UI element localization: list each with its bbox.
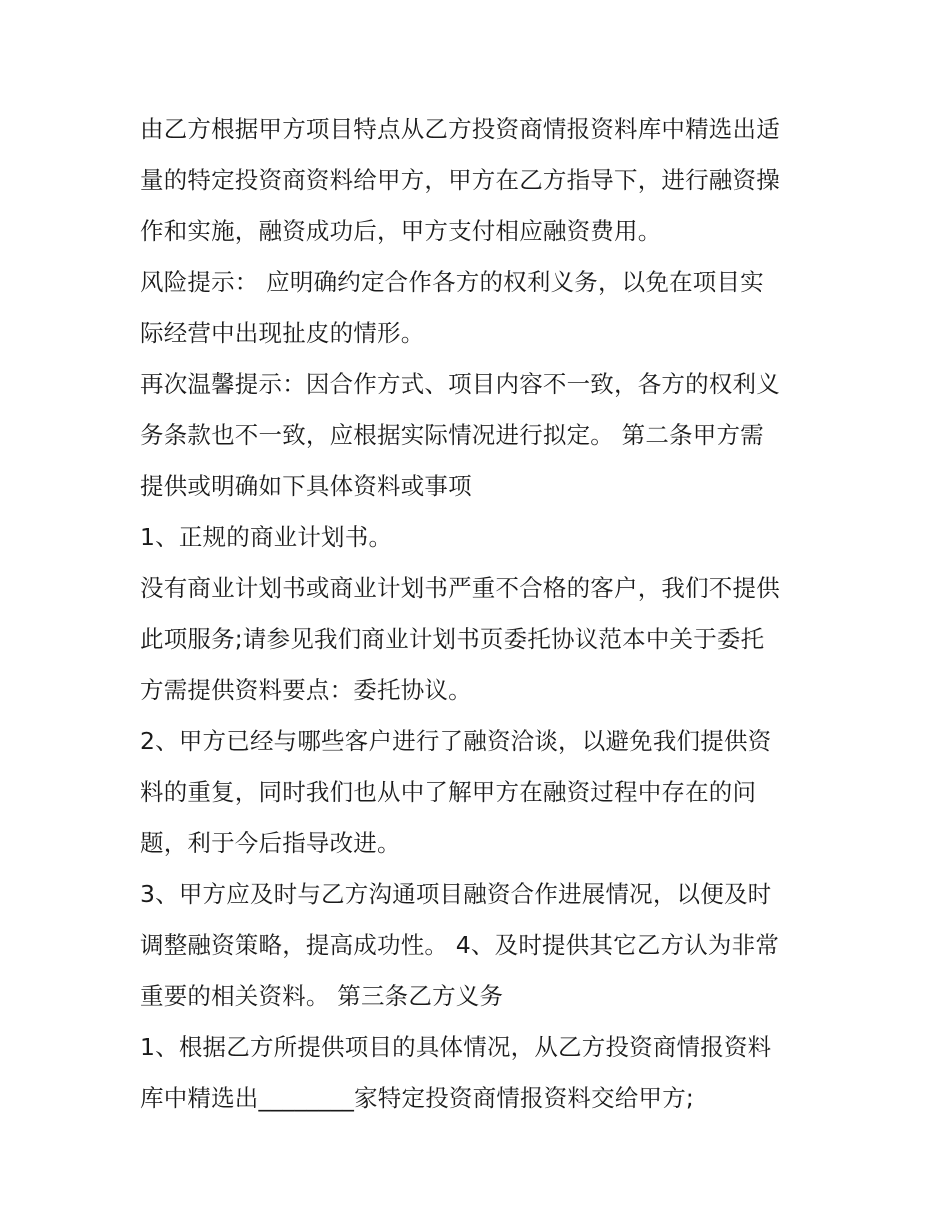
text-line: 再次温馨提示：因合作方式、项目内容不一致，各方的权利义 — [140, 370, 780, 398]
text-line: 由乙方根据甲方项目特点从乙方投资商情报资料库中精选出适 — [140, 115, 780, 143]
text-line: 重要的相关资料。 第三条乙方义务 — [140, 982, 504, 1010]
text-line: 际经营中出现扯皮的情形。 — [140, 319, 425, 347]
text-line: 风险提示： 应明确约定合作各方的权利义务，以免在项目实 — [140, 268, 764, 296]
text-line: 调整融资策略，提高成功性。 4、及时提供其它乙方认为非常 — [140, 931, 780, 959]
text-line: 库中精选出________家特定投资商情报资料交给甲方; — [140, 1084, 695, 1112]
text-line: 方需提供资料要点：委托协议。 — [140, 676, 472, 704]
text-line: 料的重复，同时我们也从中了解甲方在融资过程中存在的问 — [140, 778, 757, 806]
text-line: 作和实施，融资成功后，甲方支付相应融资费用。 — [140, 217, 662, 245]
document-body — [140, 104, 820, 1124]
text-line: 没有商业计划书或商业计划书严重不合格的客户，我们不提供 — [140, 574, 780, 602]
text-line: 务条款也不一致，应根据实际情况进行拟定。 第二条甲方需 — [140, 421, 764, 449]
text-line: 1、根据乙方所提供项目的具体情况，从乙方投资商情报资料 — [140, 1033, 772, 1061]
text-line: 2、甲方已经与哪些客户进行了融资洽谈，以避免我们提供资 — [140, 727, 772, 755]
text-line: 提供或明确如下具体资料或事项 — [140, 472, 472, 500]
text-line: 题，利于今后指导改进。 — [140, 829, 401, 857]
text-line: 3、甲方应及时与乙方沟通项目融资合作进展情况，以便及时 — [140, 880, 772, 908]
text-line: 1、正规的商业计划书。 — [140, 523, 393, 551]
text-line: 量的特定投资商资料给甲方，甲方在乙方指导下，进行融资操 — [140, 166, 780, 194]
text-line: 此项服务;请参见我们商业计划书页委托协议范本中关于委托 — [140, 625, 765, 653]
